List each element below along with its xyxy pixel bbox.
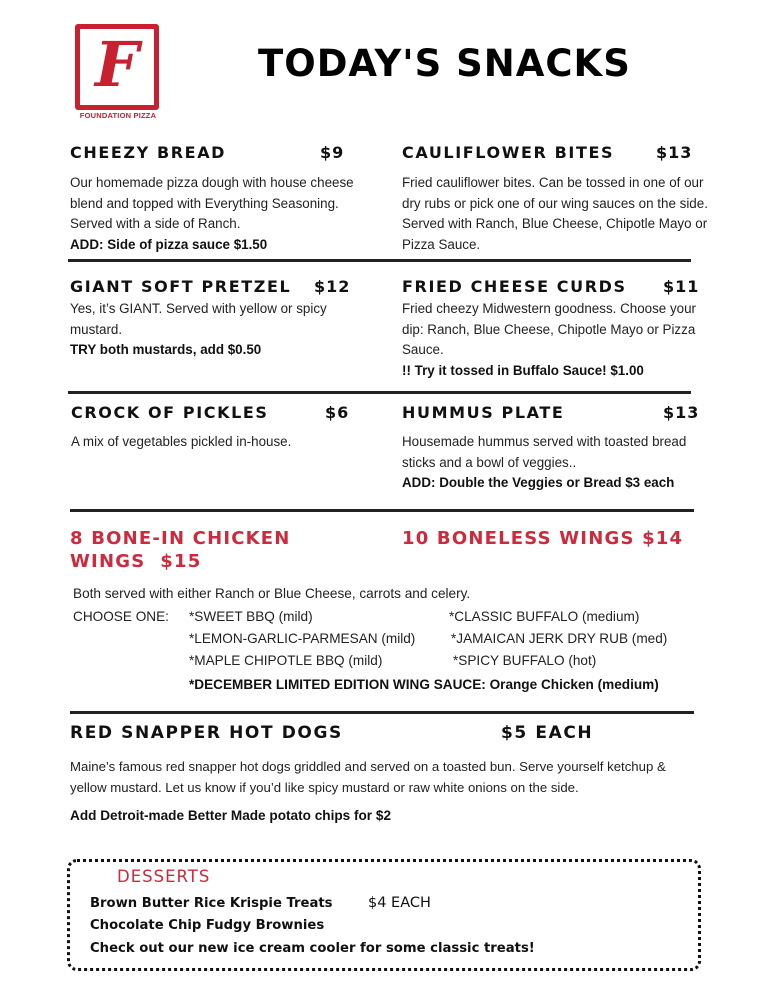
item-price-hummus-plate: $13 xyxy=(663,403,700,422)
sauce-classic-buffalo: *CLASSIC BUFFALO (medium) xyxy=(449,609,640,624)
item-desc-crock-of-pickles xyxy=(71,432,371,453)
item-desc-fried-cheese-curds xyxy=(402,299,712,381)
brand-name: FOUNDATION PIZZA xyxy=(79,111,157,120)
desc-line: mustard. xyxy=(70,321,123,337)
logo-letter: F xyxy=(94,28,140,101)
item-name-giant-soft-pretzel: GIANT SOFT PRETZEL xyxy=(70,277,292,296)
desc-line: yellow mustard. Let us know if you’d like spicy mustard or raw white onions on the side. xyxy=(70,779,579,795)
item-desc-cheezy-bread xyxy=(70,173,370,255)
item-addon: TRY both mustards, add $0.50 xyxy=(70,342,262,357)
item-price-crock-of-pickles: $6 xyxy=(325,403,350,422)
item-name-cauliflower-bites: CAULIFLOWER BITES xyxy=(402,143,615,162)
item-desc-giant-soft-pretzel xyxy=(70,299,370,361)
boneless-wings-heading: 10 BONELESS WINGS $14 xyxy=(402,528,684,549)
dessert-brownies: Chocolate Chip Fudgy Brownies xyxy=(90,918,325,933)
divider xyxy=(68,391,691,394)
desc-line: Pizza Sauce. xyxy=(402,236,481,252)
sauce-maple-chipotle-bbq: *MAPLE CHIPOTLE BBQ (mild) xyxy=(189,653,383,668)
desc-line: blend and topped with Everything Seasoning. xyxy=(70,195,339,211)
sauce-jamaican-jerk: *JAMAICAN JERK DRY RUB (med) xyxy=(451,631,668,646)
item-addon: ADD: Double the Veggies or Bread $3 each xyxy=(402,475,675,490)
desc-line: Served with Ranch, Blue Cheese, Chipotle Mayo or xyxy=(402,216,708,231)
hot-dogs-price: $5 EACH xyxy=(501,723,594,743)
desc-line: Served with a side of Ranch. xyxy=(70,216,241,231)
item-price-fried-cheese-curds: $11 xyxy=(663,277,700,296)
desc-line: A mix of vegetables pickled in-house. xyxy=(71,434,292,449)
dessert-note: Check out our new ice cream cooler for some classic treats! xyxy=(90,941,535,956)
sauce-spicy-buffalo: *SPICY BUFFALO (hot) xyxy=(453,653,597,668)
bone-in-wings-line1: 8 BONE-IN CHICKEN xyxy=(70,528,291,549)
sauce-sweet-bbq: *SWEET BBQ (mild) xyxy=(189,609,313,624)
desc-line: sticks and a bowl of veggies.. xyxy=(402,454,577,470)
desc-line: Our homemade pizza dough with house cheese xyxy=(70,175,354,190)
bone-in-wings-line2: WINGS $15 xyxy=(70,551,202,572)
desc-line: Fried cauliflower bites. Can be tossed in one of our xyxy=(402,175,704,190)
hot-dogs-description xyxy=(70,757,710,798)
wings-served-with: Both served with either Ranch or Blue Cheese, carrots and celery. xyxy=(73,586,471,601)
page-title: TODAY'S SNACKS xyxy=(258,42,631,85)
sauce-lemon-garlic-parmesan: *LEMON-GARLIC-PARMESAN (mild) xyxy=(189,631,416,646)
desc-line: Housemade hummus served with toasted bread xyxy=(402,434,687,449)
bone-in-wings-heading xyxy=(70,527,291,573)
desserts-title: DESSERTS xyxy=(117,867,211,886)
hot-dogs-name: RED SNAPPER HOT DOGS xyxy=(70,723,343,743)
item-name-fried-cheese-curds: FRIED CHEESE CURDS xyxy=(402,277,627,296)
item-name-cheezy-bread: CHEEZY BREAD xyxy=(70,143,227,162)
desc-line: dip: Ranch, Blue Cheese, Chipotle Mayo or Pizza xyxy=(402,321,696,337)
item-price-cauliflower-bites: $13 xyxy=(656,143,693,162)
item-price-giant-soft-pretzel: $12 xyxy=(314,277,351,296)
divider xyxy=(68,259,691,262)
desc-line: Fried cheezy Midwestern goodness. Choose your xyxy=(402,301,696,316)
dessert-price: $4 EACH xyxy=(368,895,431,911)
logo xyxy=(75,24,159,110)
desc-line: dry rubs or pick one of our wing sauces on the side. xyxy=(402,195,708,211)
item-desc-cauliflower-bites xyxy=(402,173,712,255)
item-addon: !! Try it tossed in Buffalo Sauce! $1.00 xyxy=(402,362,644,378)
divider xyxy=(70,711,694,714)
limited-edition-sauce: *DECEMBER LIMITED EDITION WING SAUCE: Orange Chicken (medium) xyxy=(189,677,659,692)
dessert-rice-krispie: Brown Butter Rice Krispie Treats xyxy=(90,896,333,911)
item-desc-hummus-plate xyxy=(402,432,712,494)
item-name-hummus-plate: HUMMUS PLATE xyxy=(402,403,565,422)
hot-dogs-addon: Add Detroit-made Better Made potato chips for $2 xyxy=(70,808,391,823)
desc-line: Maine’s famous red snapper hot dogs griddled and served on a toasted bun. Serve yourself ketchup & xyxy=(70,759,666,774)
divider xyxy=(70,509,694,512)
desc-line: Sauce. xyxy=(402,342,444,357)
choose-one-label: CHOOSE ONE: xyxy=(73,609,169,624)
item-price-cheezy-bread: $9 xyxy=(320,143,345,162)
item-name-crock-of-pickles: CROCK OF PICKLES xyxy=(71,403,269,422)
desc-line: Yes, it’s GIANT. Served with yellow or spicy xyxy=(70,301,327,316)
item-addon: ADD: Side of pizza sauce $1.50 xyxy=(70,236,268,252)
